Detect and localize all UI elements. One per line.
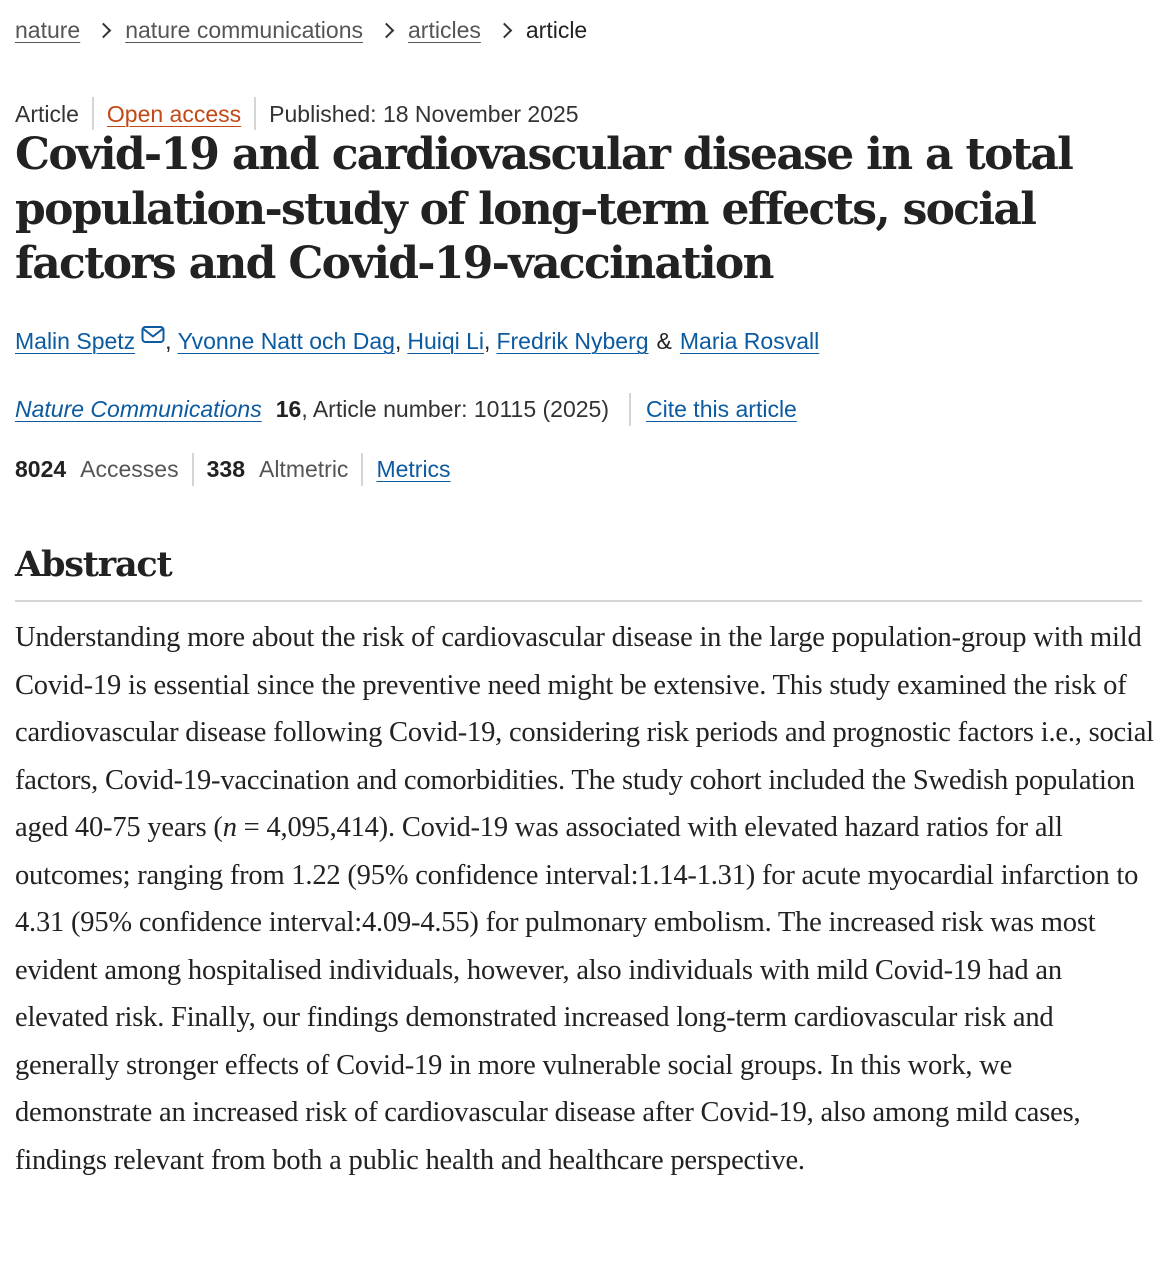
author-link[interactable]: Maria Rosvall	[679, 328, 820, 354]
breadcrumb	[15, 14, 587, 46]
divider	[92, 97, 94, 130]
article-title: Covid-19 and cardiovascular disease in a total population-study of long-term effects, social factors and Covid-19-vaccination	[15, 129, 1073, 289]
cite-this-article-link[interactable]: Cite this article	[646, 396, 797, 422]
breadcrumb-current: article	[525, 17, 588, 43]
abstract-text-part: = 4,095,414). Covid-19 was associated with elevated hazard ratios for all outcomes; ranging from 1.22 (95% confidence interval:1.14-1.31) for acute myocardial infarction to 4.31 (95% confidence interval:4.09-4.55) for pulmonary embolism. The increased risk was most evident among hospitalised individuals, however, also individuals with mild Covid-19 had an elevated risk. Finally, our findings demonstrated increased long-term cardiovascular risk and generally stronger effects of Covid-19 in more vulnerable social groups. In this work, we demonstrate an increased risk of cardiovascular disease after Covid-19, also among mild cases, findings relevant from both a public health and healthcare perspective.	[15, 812, 1139, 1176]
journal-link[interactable]: Nature Communications	[15, 396, 262, 422]
n-symbol: n	[222, 812, 237, 843]
chevron-right-icon	[96, 22, 112, 38]
mail-icon[interactable]	[141, 325, 165, 345]
divider	[254, 97, 256, 130]
article-metrics	[15, 452, 451, 486]
divider	[192, 453, 194, 486]
journal-info	[15, 392, 797, 426]
breadcrumb-articles[interactable]: articles	[408, 17, 481, 43]
chevron-right-icon	[497, 22, 513, 38]
metrics-link[interactable]: Metrics	[376, 456, 451, 482]
chevron-right-icon	[379, 22, 395, 38]
author-ampersand: &	[656, 328, 672, 354]
altmetric-label: Altmetric	[258, 456, 349, 482]
altmetric-count: 338	[206, 456, 245, 482]
author-separator: ,	[394, 328, 402, 354]
author-separator: ,	[484, 328, 491, 354]
divider	[629, 393, 631, 426]
abstract-text-part: Understanding more about the risk of cardiovascular disease in the large population-group with mild Covid-19 is essential since the preventive need might be extensive. This study examined the risk of cardiovascular disease following Covid-19, considering risk periods and prognostic factors i.e., social factors, Covid-19-vaccination and comorbidities. The study cohort included the Swedish population aged 40-75 years (	[15, 622, 1154, 843]
breadcrumb-nature[interactable]: nature	[15, 17, 81, 43]
volume: 16	[275, 396, 302, 422]
abstract-text	[15, 614, 1155, 1184]
accesses-label: Accesses	[80, 456, 179, 482]
author-link[interactable]: Huiqi Li	[407, 328, 485, 354]
article-type: Article	[15, 100, 79, 127]
abstract-heading: Abstract	[15, 544, 172, 585]
author-separator: ,	[165, 328, 172, 354]
divider	[361, 453, 363, 486]
author-link[interactable]: Malin Spetz	[15, 328, 136, 354]
article-number: , Article number: 10115 (2025)	[301, 396, 610, 422]
published-date: Published: 18 November 2025	[269, 100, 579, 127]
open-access-link[interactable]: Open access	[106, 100, 242, 127]
accesses-count: 8024	[15, 456, 67, 482]
article-meta	[15, 97, 579, 130]
section-divider	[15, 600, 1142, 602]
author-list	[15, 324, 819, 358]
author-link[interactable]: Yvonne Natt och Dag	[177, 328, 395, 354]
breadcrumb-nature-communications[interactable]: nature communications	[125, 17, 364, 43]
author-link[interactable]: Fredrik Nyberg	[496, 328, 649, 354]
